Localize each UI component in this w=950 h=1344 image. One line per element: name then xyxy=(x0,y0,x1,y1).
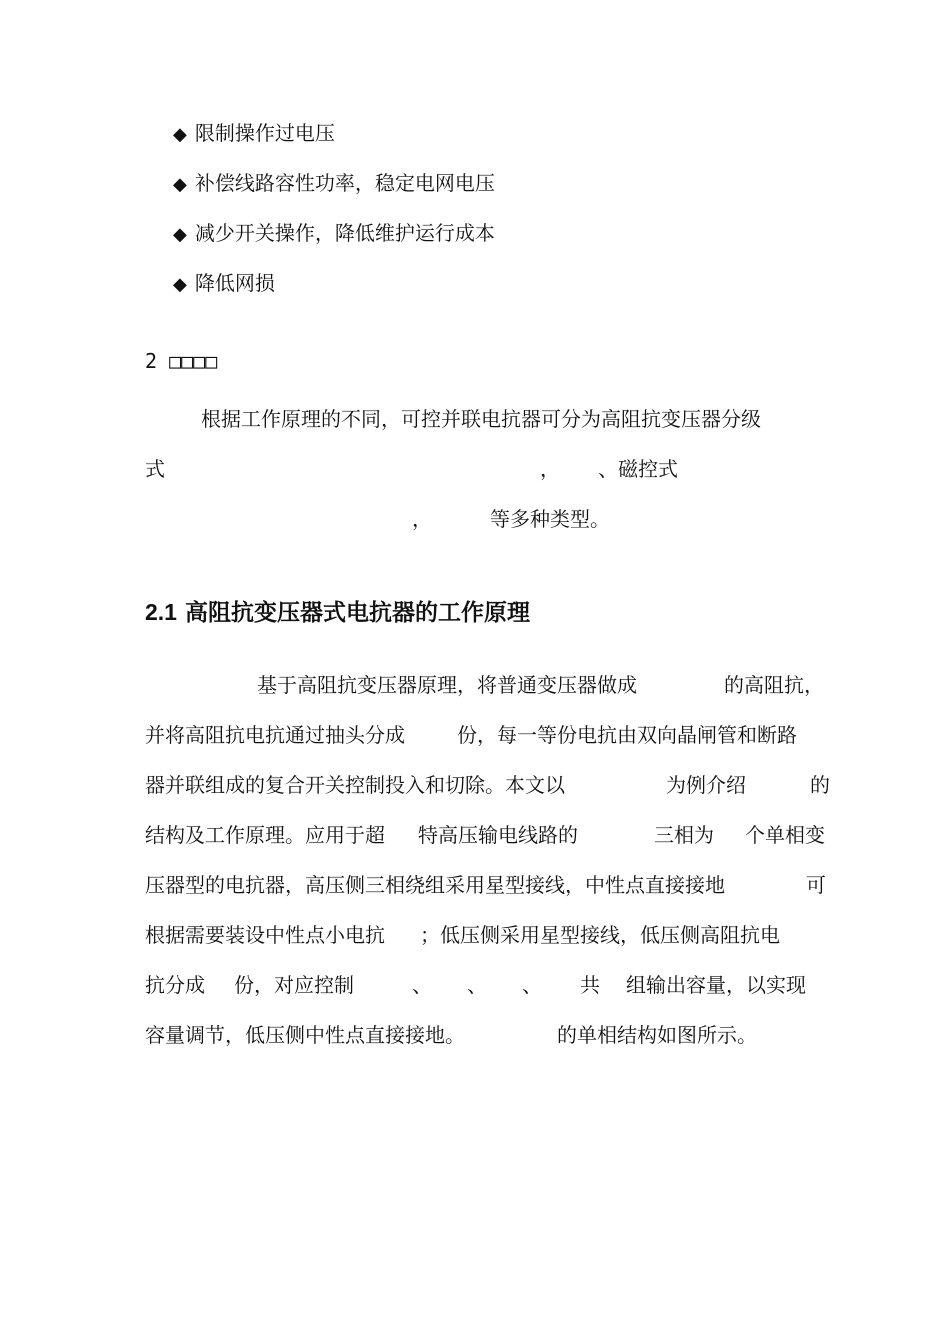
paragraph-fragment: 份，对应控制 xyxy=(234,973,354,997)
bullet-item xyxy=(173,268,275,300)
paragraph-fragment: 的 xyxy=(810,773,830,797)
paragraph-fragment: 的单相结构如图所示。 xyxy=(557,1023,757,1047)
bullet-text: 补偿线路容性功率，稳定电网电压 xyxy=(194,171,495,195)
paragraph-fragment: 抗分成 xyxy=(145,973,205,997)
paragraph-fragment: 、 xyxy=(467,973,487,997)
paragraph-fragment: 、 xyxy=(412,973,432,997)
section-2-heading: 2 □□□□ xyxy=(145,349,218,373)
paragraph-fragment: 结构及工作原理。应用于超 xyxy=(145,823,385,847)
paragraph-fragment: 基于高阻抗变压器原理，将普通变压器做成 xyxy=(257,673,637,697)
paragraph-fragment: 份，每一等份电抗由双向晶闸管和断路 xyxy=(457,723,797,747)
paragraph-fragment: 、 xyxy=(522,973,542,997)
bullet-text: 限制操作过电压 xyxy=(194,121,335,145)
bullet-item xyxy=(173,168,495,200)
bullet-item xyxy=(173,218,495,250)
section-2-1-heading xyxy=(145,596,530,629)
paragraph-fragment: 特高压输电线路的 xyxy=(418,823,578,847)
paragraph-fragment: 、磁控式 xyxy=(598,457,678,481)
paragraph-fragment: 容量调节，低压侧中性点直接接地。 xyxy=(145,1023,465,1047)
paragraph-fragment: ；低压侧采用星型接线，低压侧高阻抗电 xyxy=(420,923,780,947)
paragraph-fragment: ， xyxy=(540,457,560,481)
paragraph-line: 根据工作原理的不同，可控并联电抗器可分为高阻抗变压器分级 xyxy=(201,407,761,431)
paragraph-fragment: 可 xyxy=(806,873,826,897)
section-title: 高阻抗变压器式电抗器的工作原理 xyxy=(185,600,530,626)
section-number: 2.1 xyxy=(145,599,177,625)
paragraph-fragment: 压器型的电抗器，高压侧三相绕组采用星型接线，中性点直接接地 xyxy=(145,873,725,897)
bullet-text: 降低网损 xyxy=(194,271,275,295)
diamond-bullet-icon: ◆ xyxy=(173,174,187,195)
paragraph-fragment: 组输出容量，以实现 xyxy=(626,973,806,997)
paragraph-fragment: 三相为 xyxy=(654,823,714,847)
paragraph-fragment: 根据需要装设中性点小电抗 xyxy=(145,923,385,947)
paragraph-fragment: 等多种类型。 xyxy=(490,507,610,531)
paragraph-fragment: 共 xyxy=(580,973,600,997)
paragraph-fragment: 的高阻抗， xyxy=(724,673,824,697)
paragraph-fragment: 器并联组成的复合开关控制投入和切除。本文以 xyxy=(145,773,565,797)
bullet-item xyxy=(173,118,335,150)
diamond-bullet-icon: ◆ xyxy=(173,124,187,145)
diamond-bullet-icon: ◆ xyxy=(173,274,187,295)
diamond-bullet-icon: ◆ xyxy=(173,224,187,245)
paragraph-fragment: 式 xyxy=(145,457,165,481)
paragraph-fragment: 并将高阻抗电抗通过抽头分成 xyxy=(145,723,405,747)
bullet-text: 减少开关操作，降低维护运行成本 xyxy=(194,221,495,245)
paragraph-fragment: ， xyxy=(412,507,432,531)
paragraph-fragment: 个单相变 xyxy=(745,823,825,847)
paragraph-fragment: 为例介绍 xyxy=(666,773,746,797)
